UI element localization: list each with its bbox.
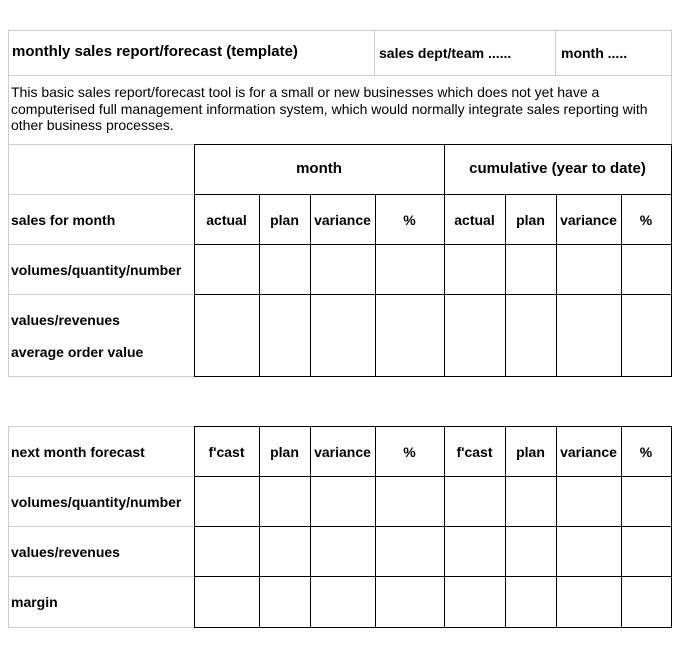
month-field: month .....	[561, 45, 628, 61]
col-header-percent: %	[403, 444, 416, 460]
report-title: monthly sales report/forecast (template)	[12, 43, 298, 60]
border	[444, 144, 445, 376]
gridline	[8, 476, 194, 477]
row-header-next-month-forecast: next month forecast	[11, 444, 145, 460]
border	[194, 294, 672, 295]
gridline	[8, 576, 194, 577]
border	[194, 627, 672, 628]
border	[194, 194, 672, 195]
row-header-sales-for-month: sales for month	[11, 212, 116, 228]
row-label-margin: margin	[11, 594, 58, 610]
col-header-plan: plan	[270, 212, 299, 228]
row-label-volumes: volumes/quantity/number	[11, 262, 182, 278]
border	[194, 426, 672, 427]
border	[671, 426, 672, 627]
gridline	[8, 30, 672, 31]
gridline	[8, 426, 194, 427]
col-header-ytd-percent: %	[639, 212, 653, 228]
group-header-cumulative: cumulative (year to date)	[469, 160, 646, 177]
col-header-percent: %	[403, 212, 416, 228]
gridline	[8, 294, 194, 295]
border	[194, 144, 672, 145]
gridline	[8, 244, 194, 245]
col-header-ytd-variance: variance	[560, 212, 617, 228]
col-header-ytd-plan: plan	[516, 444, 545, 460]
gridline	[374, 30, 375, 75]
col-header-fcast: f'cast	[208, 444, 245, 460]
col-header-actual: actual	[206, 212, 247, 228]
row-label-average-order-value: average order value	[11, 344, 144, 360]
col-header-ytd-percent: %	[639, 444, 653, 460]
gridline	[8, 75, 672, 76]
gridline	[8, 426, 9, 627]
col-header-ytd-variance: variance	[560, 444, 617, 460]
col-header-ytd-actual: actual	[454, 212, 495, 228]
col-header-variance: variance	[314, 444, 371, 460]
col-header-ytd-plan: plan	[516, 212, 545, 228]
row-label-volumes: volumes/quantity/number	[11, 494, 182, 510]
row-label-values: values/revenues	[11, 544, 120, 560]
dept-field: sales dept/team ......	[379, 45, 512, 61]
gridline	[8, 30, 9, 376]
col-header-plan: plan	[270, 444, 299, 460]
border	[194, 376, 672, 377]
border	[194, 476, 672, 477]
border	[671, 144, 672, 376]
group-header-month: month	[296, 160, 342, 177]
gridline	[8, 194, 194, 195]
gridline	[671, 30, 672, 145]
border	[194, 576, 672, 577]
border	[194, 244, 672, 245]
row-label-values: values/revenues	[11, 312, 120, 328]
col-header-variance: variance	[314, 212, 371, 228]
gridline	[8, 526, 194, 527]
col-header-ytd-fcast: f'cast	[456, 444, 493, 460]
gridline	[555, 30, 556, 75]
description: This basic sales report/forecast tool is for a small or new businesses which does not yet have a computerised full management information system, which would normally integrate sales reporting with other business processes.	[11, 84, 648, 133]
border	[194, 526, 672, 527]
border	[194, 144, 195, 376]
